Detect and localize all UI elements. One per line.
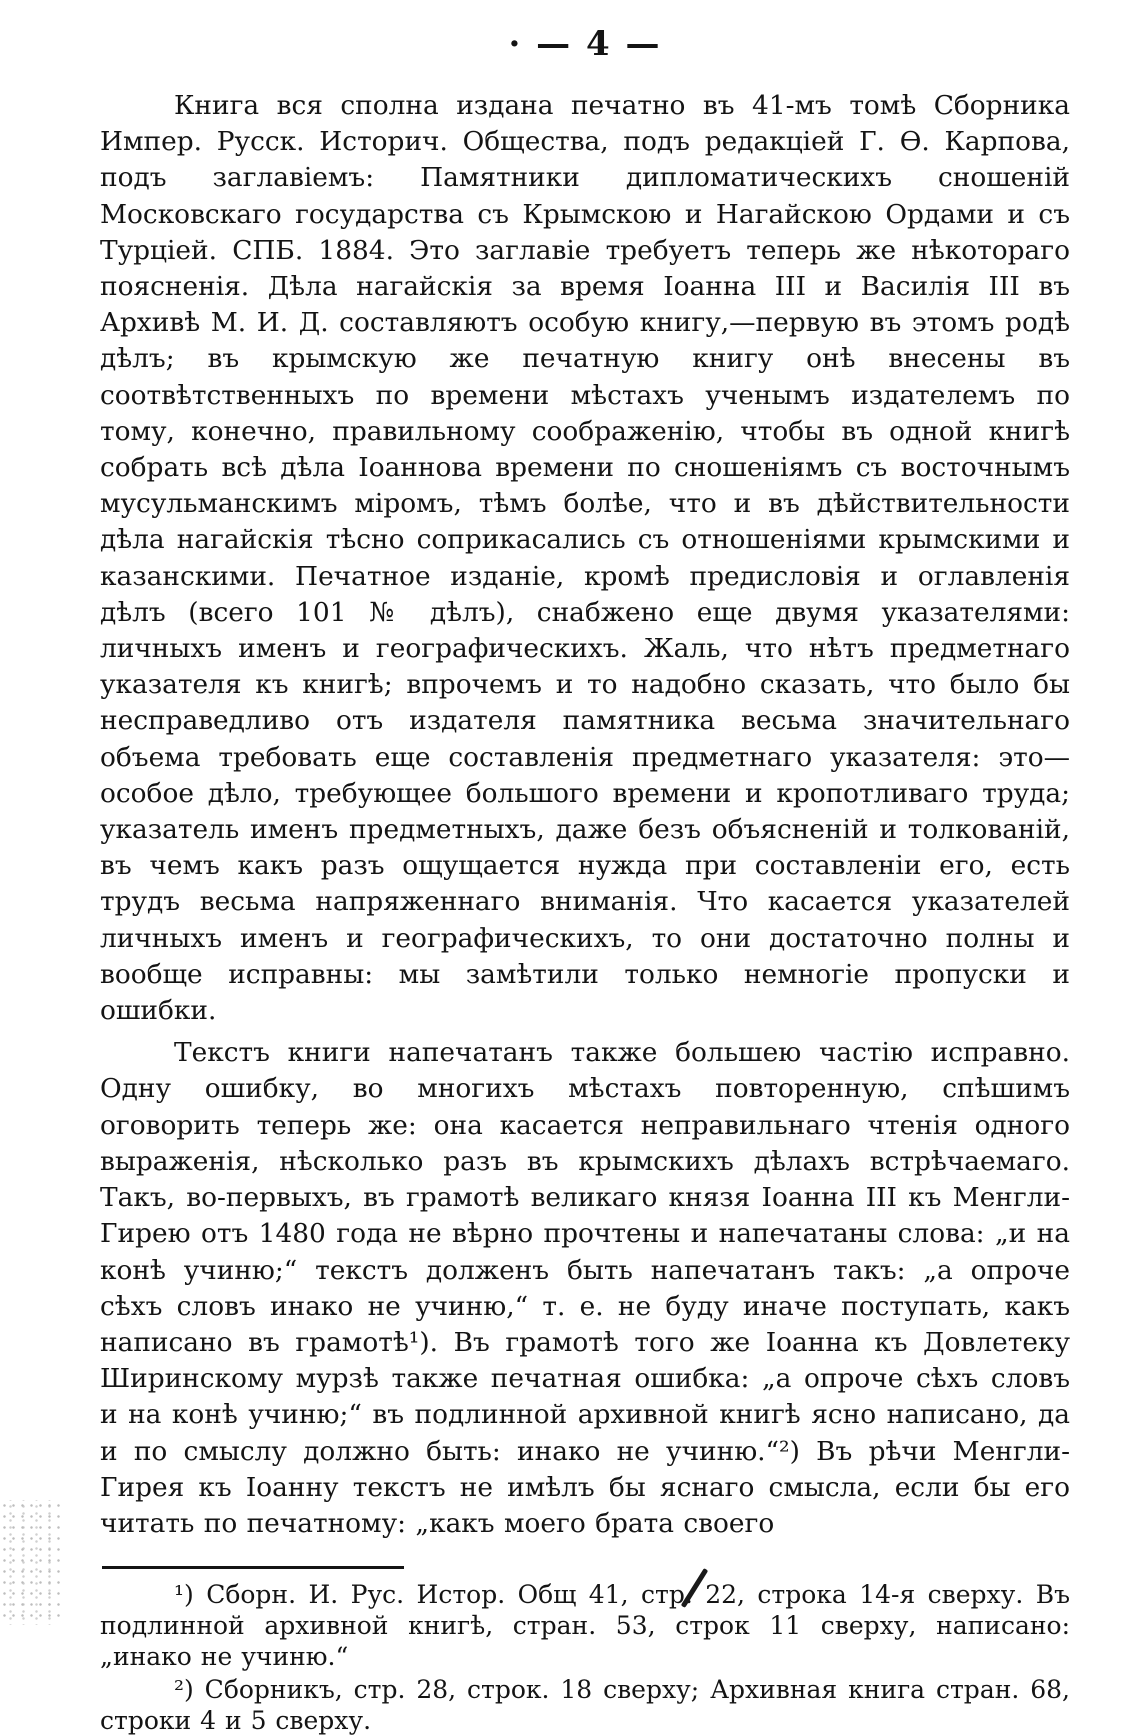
footnote-divider [102, 1566, 404, 1569]
page-number: · — 4 — [508, 24, 662, 64]
paragraph-2: Текстъ книги напечатанъ также большею частію исправно. Одну ошибку, во многихъ мѣстахъ повторенную, спѣшимъ оговорить теперь же: она касается неправильнаго чтенія одного выраженія, нѣсколько разъ въ крымскихъ дѣлахъ встрѣчаемаго. Такъ, во-первыхъ, въ грамотѣ великаго князя Іоанна III къ Менгли-Гирею отъ 1480 года не вѣрно прочтены и напечатаны слова: „и на конѣ учиню;“ текстъ долженъ быть напечатанъ такъ: „а опроче сѣхъ словъ инако не учиню,“ т. е. не буду иначе поступать, какъ написано въ грамотѣ¹). Въ грамотѣ того же Іоанна къ Довлетеку Ширинскому мурзѣ также печатная ошибка: „а опроче сѣхъ словъ и на конѣ учиню;“ въ подлинной архивной книгѣ ясно написано, да и по смыслу должно быть: инако не учиню.“²) Въ рѣчи Менгли-Гирея къ Іоанну текстъ не имѣлъ бы яснаго смысла, если бы его читать по печатному: „какъ моего брата своего [100, 1037, 1070, 1539]
scan-noise [0, 1500, 60, 1625]
footnote-2: ²) Сборникъ, стр. 28, строк. 18 сверху; Архивная книга стран. 68, строки 4 и 5 сверху. [100, 1675, 1070, 1736]
footnote-1: ¹) Сборн. И. Рус. Истор. Общ 41, стр. 22, строка 14-я сверху. Въ подлинной архивной книгѣ, стран. 53, строк 11 сверху, написано: „инако не учиню.“ [100, 1580, 1070, 1672]
body-text [100, 88, 1070, 1542]
document-page [100, 22, 1070, 1736]
footnotes [100, 1579, 1070, 1736]
paragraph-1: Книга вся сполна издана печатно въ 41-мъ томѣ Сборника Импер. Русск. Историч. Общества, подъ редакціей Г. Ѳ. Карпова, подъ заглавіемъ: Памятники дипломатическихъ сношеній Московскаго государства съ Крымскою и Нагайскою Ордами и съ Турціей. СПБ. 1884. Это заглавіе требуетъ теперь же нѣкотораго поясненія. Дѣла нагайскія за время Іоанна III и Василія III въ Архивѣ М. И. Д. составляютъ особую книгу,—первую въ этомъ родѣ дѣлъ; въ крымскую же печатную книгу онѣ внесены въ соотвѣтственныхъ по времени мѣстахъ ученымъ издателемъ по тому, конечно, правильному соображенію, чтобы въ одной книгѣ собрать всѣ дѣла Іоаннова времени по сношеніямъ съ восточнымъ мусульманскимъ міромъ, тѣмъ болѣе, что и въ дѣйствительности дѣла нагайскія тѣсно соприкасались съ отношеніями крымскими и казанскими. Печатное изданіе, кромѣ предисловія и оглавленія дѣлъ (всего 101 № дѣлъ), снабжено еще двумя указателями: личныхъ именъ и географическихъ. Жаль, что нѣтъ предметнаго указателя къ книгѣ; впрочемъ и то надобно сказать, что было бы несправедливо отъ издателя памятника весьма значительнаго объема требовать еще составленія предметнаго указателя: это—особое дѣло, требующее большого времени и кропотливаго труда; указатель именъ предметныхъ, даже безъ объясненій и толкованій, въ чемъ какъ разъ ощущается нужда при составленіи его, есть трудъ весьма напряженнаго вниманія. Что касается указателей личныхъ именъ и географическихъ, то они достаточно полны и вообще исправны: мы замѣтили только немногіе пропуски и ошибки. [100, 90, 1070, 1027]
